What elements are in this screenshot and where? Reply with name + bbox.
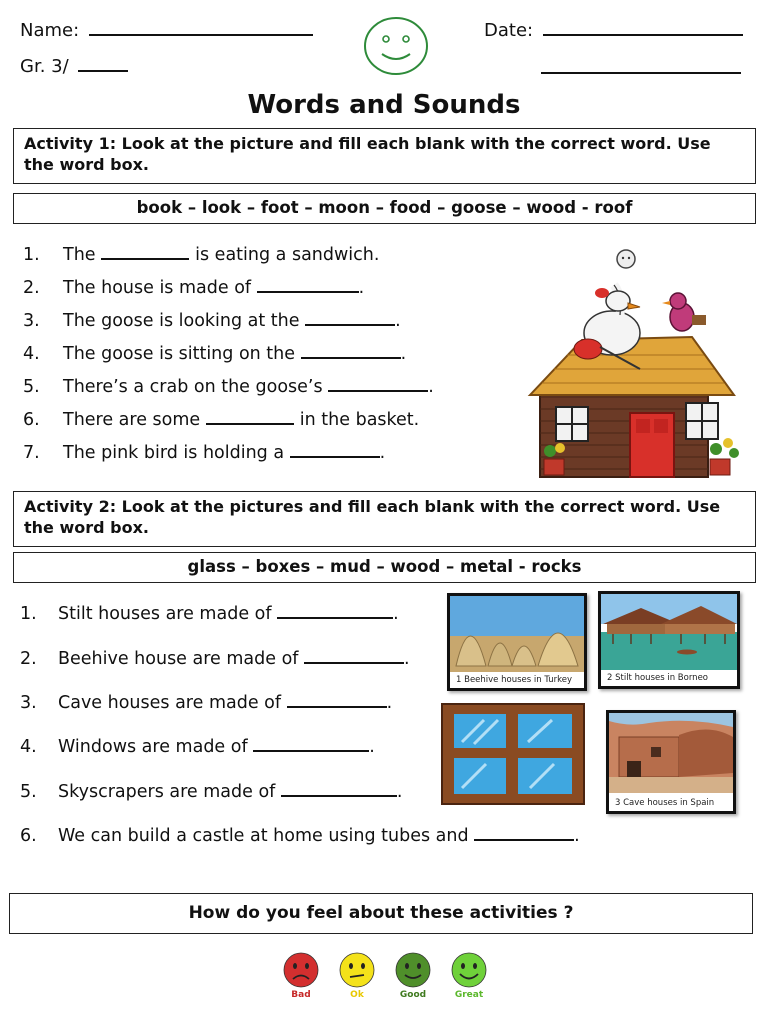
question-text-before: We can build a castle at home using tubes and <box>58 826 469 846</box>
answer-blank[interactable] <box>290 456 380 458</box>
rating-label-great: Great <box>454 990 484 1000</box>
question-text-after: . <box>400 344 407 364</box>
question-text-after: in the basket. <box>299 410 420 430</box>
question-text-after: is eating a sandwich. <box>195 245 380 265</box>
activity2-question-4 <box>20 737 375 757</box>
question-number: 6. <box>20 826 37 846</box>
activity1-question-4 <box>23 344 406 364</box>
extra-blank[interactable] <box>541 72 741 74</box>
activity2-instruction-text: Activity 2: Look at the pictures and fill each blank with the correct word. Use the word box. <box>24 497 721 537</box>
question-text-before: Stilt houses are made of <box>58 604 272 624</box>
grade-label: Gr. 3/ <box>20 56 69 77</box>
beehive-houses-photo <box>447 593 587 691</box>
window-illustration <box>440 702 586 806</box>
activity1-instruction <box>13 128 756 184</box>
rating-face-good[interactable] <box>393 950 433 990</box>
rating-label-ok: Ok <box>350 990 364 1000</box>
smiley-icon <box>363 16 429 76</box>
question-text-after: . <box>396 782 403 802</box>
activity2-question-2 <box>20 649 410 669</box>
question-text-before: Skyscrapers are made of <box>58 782 276 802</box>
activity1-question-5 <box>23 377 434 397</box>
rating-face-bad[interactable] <box>281 950 321 990</box>
answer-blank[interactable] <box>101 258 189 260</box>
question-text-after: . <box>369 737 375 757</box>
activity1-question-6 <box>23 410 419 430</box>
rating-label-good: Good <box>399 990 427 1000</box>
house-illustration <box>522 245 752 485</box>
question-text-before: There’s a crab on the goose’s <box>63 377 323 397</box>
date-row <box>484 20 743 41</box>
question-number: 2. <box>23 278 40 298</box>
feedback-question: How do you feel about these activities ? <box>188 903 574 923</box>
name-label: Name: <box>20 20 80 41</box>
activity1-question-3 <box>23 311 401 331</box>
activity1-question-2 <box>23 278 364 298</box>
question-number: 5. <box>20 782 37 802</box>
answer-blank[interactable] <box>304 662 404 664</box>
activity2-question-6 <box>20 826 580 846</box>
answer-blank[interactable] <box>253 750 369 752</box>
activity2-word-box-text: glass – boxes – mud – wood – metal - rocks <box>187 557 582 576</box>
question-text-before: The pink bird is holding a <box>63 443 285 463</box>
question-text-before: Cave houses are made of <box>58 693 282 713</box>
date-label: Date: <box>484 20 534 41</box>
activity2-word-box <box>13 552 756 583</box>
beehive-caption: 1 Beehive houses in Turkey <box>456 675 572 685</box>
question-text-after: . <box>395 311 401 331</box>
question-number: 5. <box>23 377 40 397</box>
rating-face-ok[interactable] <box>337 950 377 990</box>
activity1-word-box <box>13 193 756 224</box>
activity1-question-7 <box>23 443 385 463</box>
question-text-before: The <box>63 245 96 265</box>
answer-blank[interactable] <box>206 423 294 425</box>
question-number: 3. <box>20 693 37 713</box>
question-number: 1. <box>23 245 40 265</box>
question-text-before: Beehive house are made of <box>58 649 299 669</box>
question-number: 3. <box>23 311 40 331</box>
page-title: Words and Sounds <box>247 90 521 120</box>
question-number: 7. <box>23 443 40 463</box>
stilt-houses-photo <box>598 591 740 689</box>
rating-label-bad: Bad <box>291 990 311 1000</box>
question-text-after: . <box>393 604 399 624</box>
question-text-after: . <box>379 443 386 463</box>
question-number: 6. <box>23 410 40 430</box>
activity2-question-5 <box>20 782 402 802</box>
rating-face-great[interactable] <box>449 950 489 990</box>
question-number: 4. <box>20 737 37 757</box>
question-text-before: Windows are made of <box>58 737 248 757</box>
question-text-before: The house is made of <box>63 278 252 298</box>
activity1-instruction-text: Activity 1: Look at the picture and fill each blank with the correct word. Use the word box. <box>24 134 711 174</box>
question-number: 4. <box>23 344 40 364</box>
answer-blank[interactable] <box>305 324 395 326</box>
name-blank[interactable] <box>89 34 313 36</box>
question-number: 1. <box>20 604 37 624</box>
cave-houses-photo <box>606 710 736 814</box>
question-text-before: The goose is looking at the <box>63 311 300 331</box>
answer-blank[interactable] <box>301 357 401 359</box>
question-text-before: There are some <box>63 410 201 430</box>
activity2-instruction <box>13 491 756 547</box>
question-text-after: . <box>574 826 580 846</box>
question-text-before: The goose is sitting on the <box>63 344 296 364</box>
answer-blank[interactable] <box>328 390 428 392</box>
answer-blank[interactable] <box>281 795 397 797</box>
activity1-word-box-text: book – look – foot – moon – food – goose – wood - roof <box>136 198 633 217</box>
question-text-after: . <box>386 693 393 713</box>
date-blank[interactable] <box>543 34 743 36</box>
activity1-question-1 <box>23 245 379 265</box>
activity2-question-3 <box>20 693 392 713</box>
name-row <box>20 20 313 41</box>
grade-blank[interactable] <box>78 70 128 72</box>
question-number: 2. <box>20 649 37 669</box>
feedback-box <box>9 893 753 934</box>
question-text-after: . <box>404 649 410 669</box>
answer-blank[interactable] <box>257 291 359 293</box>
grade-row <box>20 56 128 77</box>
answer-blank[interactable] <box>277 617 393 619</box>
stilt-caption: 2 Stilt houses in Borneo <box>607 673 709 683</box>
answer-blank[interactable] <box>474 839 574 841</box>
cave-caption: 3 Cave houses in Spain <box>615 798 715 808</box>
question-text-after: . <box>358 278 365 298</box>
answer-blank[interactable] <box>287 706 387 708</box>
question-text-after: . <box>428 377 434 397</box>
activity2-question-1 <box>20 604 399 624</box>
